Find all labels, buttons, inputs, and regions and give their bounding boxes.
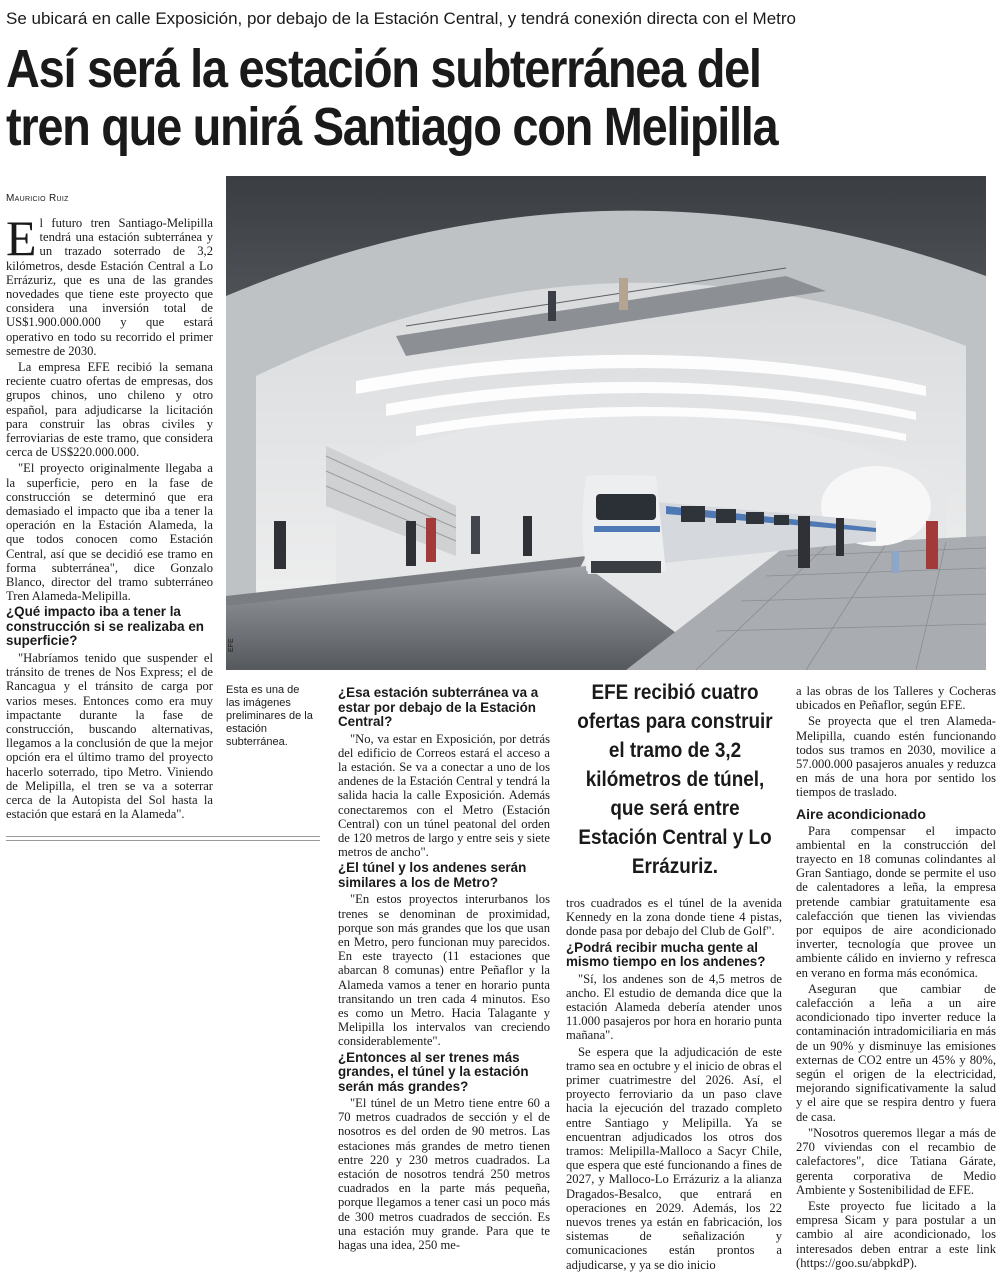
pull-quote: EFE recibió cuatro ofertas para construir el tramo de 3,2 kilómetros de túnel, que será entre Estación Central y Lo Errázuriz. (577, 681, 773, 878)
interview-question: ¿El túnel y los andenes serán similares a los de Metro? (338, 860, 527, 890)
interview-question: ¿Esa estación subterránea va a estar por debajo de la Estación Central? (338, 685, 539, 729)
photo-caption: Esta es una de las imágenes preliminares de la estación subterránea. (226, 684, 313, 748)
paragraph: La empresa EFE recibió la semana reciente cuatro ofertas de empresas, dos grupos chinos, uno chileno y otro español, para adjudicarse la licitación para construir las obras civiles y ferroviarias de este tramo, que considera cerca de US$220.000.000. (6, 360, 213, 460)
subheading: Aire acondicionado (796, 805, 926, 822)
paragraph: "El túnel de un Metro tiene entre 60 a 70 metros cuadrados de sección y el de nosotros es del orden de 90 metros. Las estaciones más grandes de metro tienen entre 220 y 230 metros cuadrados. La estación de nosotros tendrá 250 metros cuadrados en la parte más pequeña, porque llegamos a tener casi un poco más de 300 metros cuadrados de sección. Es una estación muy grande. Para que te hagas una idea, 250 me- (338, 1096, 550, 1253)
interview-question: ¿Qué impacto iba a tener la construcción si se realizaba en superficie? (6, 604, 204, 649)
paragraph: "No, va estar en Exposición, por detrás del edificio de Correos estará el acceso a la estación. Se va a conectar a uno de los andenes de la Estación Central y tendrá la salida hacia la calle Exposición. Además conectaremos con el Metro (Estación Central) con un túnel peatonal del orden de 120 metros de largo y entre seis y siete metros de ancho". (338, 731, 550, 860)
dropcap: E (6, 210, 37, 266)
divider (6, 836, 320, 837)
paragraph: Se espera que la adjudicación de este tramo sea en octubre y el inicio de obras el primer cuatrimestre del 2026. Así, el proyecto ferroviario da un paso clave hacia la ejecución del trazado completo entre Santiago y Melipilla. Ya se encuentran adjudicados los otros dos tramos: Melipilla-Malloco a Sacyr Chile, que espera que esté funcionando a fines de 2027, y Malloco-Lo Errázuriz a la alianza Dragados-Besalco, que entrará en operaciones en 2029. Además, los 22 nuevos trenes ya están en fabricación, los sistemas de señalización y comunicaciones están prontos a adjudicarse, y ya se dio inicio (566, 1044, 782, 1272)
paragraph: Se proyecta que el tren Alameda-Melipilla, cuando estén funcionando todos sus tramos en 2030, movilice a 57.000.000 pasajeros anuales y reduzca en más de una hora por sentido los tiempos de traslado. (796, 714, 996, 800)
paragraph: "Habríamos tenido que suspender el tránsito de trenes de Nos Express; el de Rancagua y el tránsito de carga por varios meses. Entonces como era muy impactante durante la fase de construcción, buscando alternativas, llegamos a la conclusión de que la mejor opción era el último tramo del proyecto hacerlo soterrado, tipo Metro. Viniendo de Melipilla, el tren se va a soterrar cerca de la Autopista del Sol hasta la estación que estará en la Alameda". (6, 650, 213, 822)
photo-credit: EFE (228, 638, 235, 652)
article-column-3 (566, 896, 782, 1274)
interview-question: ¿Entonces al ser trenes más grandes, el túnel y la estación serán más grandes? (338, 1049, 529, 1094)
divider (6, 840, 320, 841)
lead-paragraph: El futuro tren Santiago-Melipilla tendrá una estación subterránea y un trazado soterrado de 3,2 kilómetros, desde Estación Central a Lo Errázuriz, que es una de las grandes novedades que tiene este proyecto que considera una inversión total de US$1.900.000.000 y que estará operativo en todo su recorrido el primer semestre de 2030. (6, 210, 213, 358)
paragraph: "El proyecto originalmente llegaba a la superficie, pero en la fase de construcción se determinó que era demasiado el impacto que iba a tener la operación en la Estación Alameda, la que todos conocen como Estación Central, así que se decidió ese tramo en forma subterránea", dice Gonzalo Blanco, director del tramo subterráneo Tren Alameda-Melipilla. (6, 461, 213, 604)
paragraph: Aseguran que cambiar de calefacción a leña a un aire acondicionado tipo inverter reduce la contaminación intradomiciliaria en más de un 90% y disminuye las emisiones externas de CO2 entre un 45% y 80%, según el origen de la electricidad, mejorando significativamente la salud y el aire que se respira dentro y fuera de casa. (796, 981, 996, 1124)
paragraph: tros cuadrados es el túnel de la avenida Kennedy en la zona donde tiene 4 pistas, donde pasa por debajo del Club de Golf". (566, 896, 782, 939)
paragraph: "Sí, los andenes son de 4,5 metros de ancho. El estudio de demanda dice que la estación Alameda debería atender unos 11.000 pasajeros por hora en horario punta mañana". (566, 971, 782, 1043)
station-rendering-image (226, 176, 986, 670)
paragraph: Para compensar el impacto ambiental en la construcción del trayecto en 18 comunas colindantes al Gran Santiago, donde se permite el uso de calentadores a leña, la empresa pretende cambiar gratuitamente esa calefacción que tienen las viviendas por equipos de aire acondicionado inverter, tecnología que provee un ambiente cálido en invierno y refresca en verano en forma más económica. (796, 823, 996, 980)
paragraph: a las obras de los Talleres y Cocheras ubicados en Peñaflor, según EFE. (796, 684, 996, 713)
paragraph: Este proyecto fue licitado a la empresa Sicam y para postular a un cambio al aire acondicionado, los interesados deben entrar a este link (https://goo.su/abpkdP). (796, 1198, 996, 1270)
headline-line-1: Así será la estación subterránea del (6, 39, 761, 99)
interview-question: ¿Podrá recibir mucha gente al mismo tiempo en los andenes? (566, 939, 766, 970)
byline: Mauricio Ruiz (6, 193, 69, 204)
article-column-1 (6, 210, 213, 823)
paragraph: "Nosotros queremos llegar a más de 270 viviendas con el recambio de calefactores", dice Tatiana Gárate, gerenta corporativa de Medio Ambiente y Sostenibilidad de EFE. (796, 1125, 996, 1197)
headline (6, 40, 998, 156)
paragraph: "En estos proyectos interurbanos los trenes se denominan de proximidad, porque son más grandes que los que usan en Metro, pero funcionan muy parecidos. En este trayecto (11 estaciones que abarcan 8 comunas) entre Peñaflor y la Alameda vamos a tener en horario punta transitando un tren cada 4 minutos. Eso es como un Metro. Hacia Talagante y Melipilla los intervalos van creciendo considerablemente". (338, 892, 550, 1049)
article-column-4 (796, 684, 996, 1272)
headline-line-2: tren que unirá Santiago con Melipilla (6, 97, 778, 157)
article-column-2 (338, 684, 550, 1254)
kicker: Se ubicará en calle Exposición, por debajo de la Estación Central, y tendrá conexión directa con el Metro (6, 9, 797, 28)
